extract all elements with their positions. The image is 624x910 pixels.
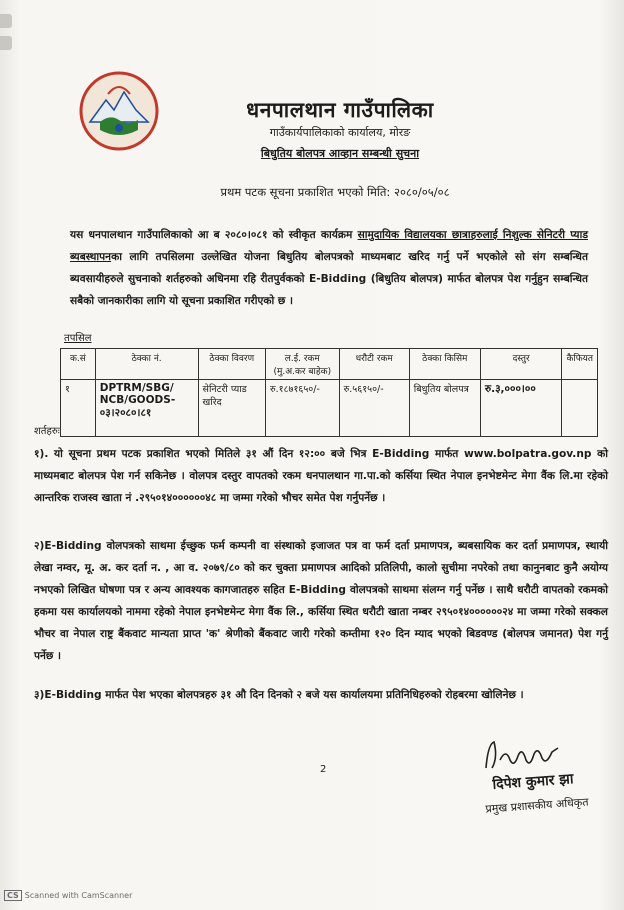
nepal-emblem-logo <box>78 70 160 152</box>
scanner-text: Scanned with CamScanner <box>24 891 133 900</box>
binder-clip <box>0 14 12 28</box>
signatory-role: प्रमुख प्रशासकीय अधिकृत <box>485 795 589 816</box>
table-row <box>61 380 598 437</box>
schedule-label: तपसिल <box>64 333 92 344</box>
condition-3: ३)E-Bidding मार्फत पेश भएका बोलपत्रहरु ३१ औ दिन दिनको २ बजे यस कार्यालयमा प्रतिनिधिहरुको रोहबरमा खोलिनेछ । <box>34 689 524 701</box>
col-header: क.सं <box>61 349 96 380</box>
col-header: ठेक्का किसिम <box>409 349 480 380</box>
cell-fee: रु.३,०००।०० <box>480 380 562 437</box>
cell-contract-no: DPTRM/SBG/ NCB/GOODS- ०३।२०८०।८१ <box>95 380 198 437</box>
municipality-title: धनपालथान गाउँपालिका <box>246 98 434 122</box>
col-header: ठेक्का नं. <box>95 349 198 380</box>
program-name: सामुदायिक विद्यालयका छात्राहरुलाई निशुल्क सेनिटरी प्याड ब्यबस्थापन <box>70 229 588 263</box>
cell-type: बिधुतिय बोलपत्र <box>409 380 480 437</box>
page-number: 2 <box>320 764 327 775</box>
cell-description: सेनिटरी प्याड खरिद <box>198 380 265 437</box>
condition-1: १). यो सूचना प्रथम पटक प्रकाशित भएको मितिले ३१ औं दिन १२:०० बजे भित्र E-Bidding मार्फत www.bolpatra.gov.np को माध्यमबाट बोलपत्र पेश गर्न सकिनेछ । वोलपत्र दस्तुर वापतको रकम धनपालथान गा.पा.को कर्सिया स्थित नेपाल इनभेष्टमेन्ट मेगा वैंक लि.मा रहेको आन्तरिक राजस्व खाता नं .२९५०१४००००००४८ मा जम्मा गरेको भौचर समेत पेश गर्नुपर्नेछ । <box>34 448 608 504</box>
cell-deposit: रु.५६१५०/- <box>339 380 409 437</box>
signatory-name: दिपेश कुमार झा <box>492 771 574 793</box>
intro-paragraph <box>70 224 588 312</box>
office-subtitle: गाउँकार्यपालिकाको कार्यालय, मोरङ <box>269 126 411 139</box>
schedule-table <box>60 348 598 437</box>
handwritten-signature <box>480 738 562 774</box>
cell-estimate: रु.१८७१६५०/- <box>265 380 339 437</box>
published-date: प्रथम पटक सूचना प्रकाशित भएको मिति: २०८०/०५/०८ <box>220 185 450 199</box>
table-header-row <box>61 349 598 380</box>
cell-remarks <box>562 380 598 437</box>
col-header: ल.ई. रकम (मु.अ.कर बाहेक) <box>265 349 339 380</box>
col-header: ठेक्का विवरण <box>198 349 265 380</box>
notice-heading: बिधुतिय बोलपत्र आव्हान सम्बन्धी सुचना <box>260 147 420 160</box>
col-header: दस्तुर <box>480 349 562 380</box>
terms-label: शर्तहरुः <box>34 426 60 437</box>
binder-clip <box>0 36 12 50</box>
scanner-watermark <box>4 890 132 901</box>
camscanner-icon: CS <box>4 890 22 901</box>
cell-sn: १ <box>61 380 96 437</box>
col-header: कैफियत <box>562 349 598 380</box>
col-header: धरौटी रकम <box>339 349 409 380</box>
condition-2: २)E-Bidding वोलपत्रको साथमा ईच्छुक फर्म कम्पनी वा संस्थाको इजाजत पत्र वा फर्म दर्ता प्रमाणपत्र, ब्यबसायिक कर दर्ता प्रमाणपत्र, स्थायी लेखा नम्वर, मू. अ. कर दर्ता न. , आ व. २०७९/८० को कर चुक्ता प्रमाणपत्र आदिको प्रतिलिपी, कालो सुचीमा नपरेको तथा कानुनबाट कुनै अयोग्य नभएको लिखित घोषणा पत्र र अन्य आवश्यक कागजातहरु सहित E-Bidding वोलपत्रको साथमा संलग्न गर्नु पर्नेछ । साथै धरौटी वापतको रकमको हकमा यस कार्यालयको नाममा रहेको नेपाल इनभेष्टमेन्ट मेगा वैंक लि., कर्सिया स्थित धरौटी खाता नम्बर २९५०१४००००००२४ मा जम्मा गरेको सक्कल भौचर वा नेपाल राष्ट्र बैंकवाट मान्यता प्राप्त 'क' श्रेणीको बैंकवाट जारी गरेको कम्तीमा १२० दिन म्याद भएको बिडवण्ड (बोलपत्र जमानत) पेश गर्नु पर्नेछ । <box>34 540 608 662</box>
intro-text: यस धनपालथान गाउँपालिकाको आ ब २०८०।०८१ को स्वीकृत कार्यक्रम <box>70 229 358 241</box>
intro-text-cont: का लागि तपसिलमा उल्लेखित योजना बिधुतिय बोलपत्रको माध्यमबाट खरिद गर्नु पर्ने भएकोले सो संग सम्बन्धित ब्यवसायीहरुले सुचनाको शर्तहरुको अधिनमा रहि रीतपुर्वकको E-Bidding (बिधुतिय बोलपत्र) मार्फत बोलपत्र पेश गर्नुहुन सम्बन्धित सबैको जानकारीका लागि यो सूचना प्रकाशित गरीएको छ । <box>70 251 588 307</box>
